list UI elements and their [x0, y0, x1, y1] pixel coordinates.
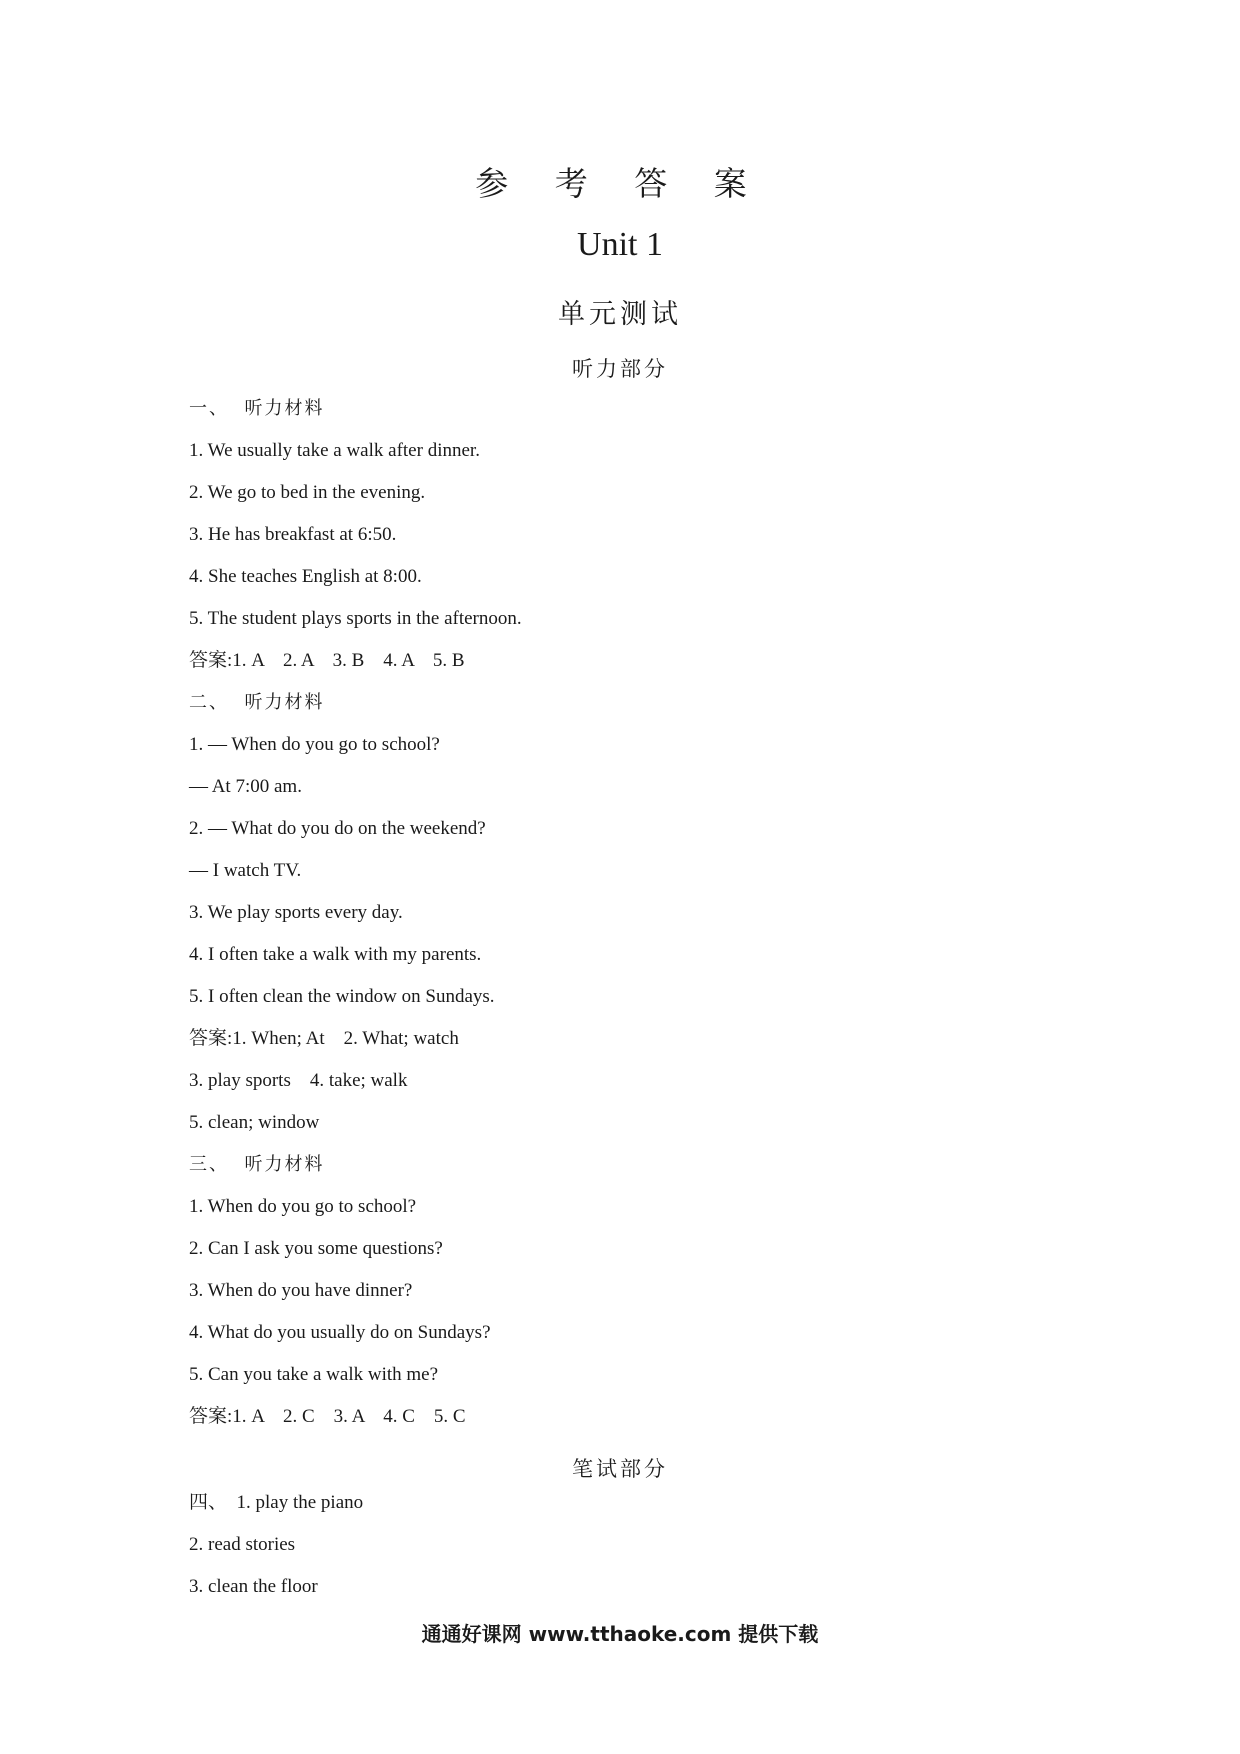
- list-item: 3. clean the floor: [189, 1576, 318, 1597]
- list-item: 1. — When do you go to school?: [189, 734, 440, 755]
- written-section-heading: 笔试部分: [572, 1457, 668, 1481]
- answer-line: 答案:1. A 2. C 3. A 4. C 5. C: [189, 1406, 466, 1427]
- list-item: 4. What do you usually do on Sundays?: [189, 1322, 491, 1343]
- part-heading: 二、 听力材料: [189, 692, 325, 713]
- answer-line: 答案:1. A 2. A 3. B 4. A 5. B: [189, 650, 465, 671]
- list-item: 3. He has breakfast at 6:50.: [189, 524, 397, 545]
- list-item: 4. I often take a walk with my parents.: [189, 944, 482, 965]
- answer-line: 3. play sports 4. take; walk: [189, 1070, 408, 1091]
- list-item: 5. I often clean the window on Sundays.: [189, 986, 495, 1007]
- list-item: 2. read stories: [189, 1534, 296, 1555]
- part-heading: 一、 听力材料: [189, 398, 325, 419]
- list-item: — At 7:00 am.: [189, 776, 302, 797]
- list-item: 2. We go to bed in the evening.: [189, 482, 426, 503]
- part-heading: 三、 听力材料: [189, 1154, 325, 1175]
- page-title: 参 考 答 案: [475, 164, 765, 203]
- list-item: 5. Can you take a walk with me?: [189, 1364, 439, 1385]
- footer-credit: 通通好课网 www.tthaoke.com 提供下载: [421, 1622, 819, 1646]
- answer-line: 5. clean; window: [189, 1112, 320, 1133]
- unit-test-heading: 单元测试: [558, 299, 682, 330]
- answer-lines: [189, 395, 1089, 1615]
- list-item: 1. We usually take a walk after dinner.: [189, 440, 480, 461]
- list-item: 2. Can I ask you some questions?: [189, 1238, 443, 1259]
- list-item: 3. We play sports every day.: [189, 902, 403, 923]
- list-item: 4. She teaches English at 8:00.: [189, 566, 422, 587]
- list-item: 四、 1. play the piano: [189, 1492, 364, 1513]
- unit-heading: Unit 1: [577, 226, 663, 263]
- list-item: 3. When do you have dinner?: [189, 1280, 413, 1301]
- answer-line: 答案:1. When; At 2. What; watch: [189, 1028, 459, 1049]
- list-item: 1. When do you go to school?: [189, 1196, 417, 1217]
- listening-section-heading: 听力部分: [572, 357, 668, 381]
- list-item: 2. — What do you do on the weekend?: [189, 818, 486, 839]
- list-item: 5. The student plays sports in the afternoon.: [189, 608, 522, 629]
- list-item: — I watch TV.: [189, 860, 302, 881]
